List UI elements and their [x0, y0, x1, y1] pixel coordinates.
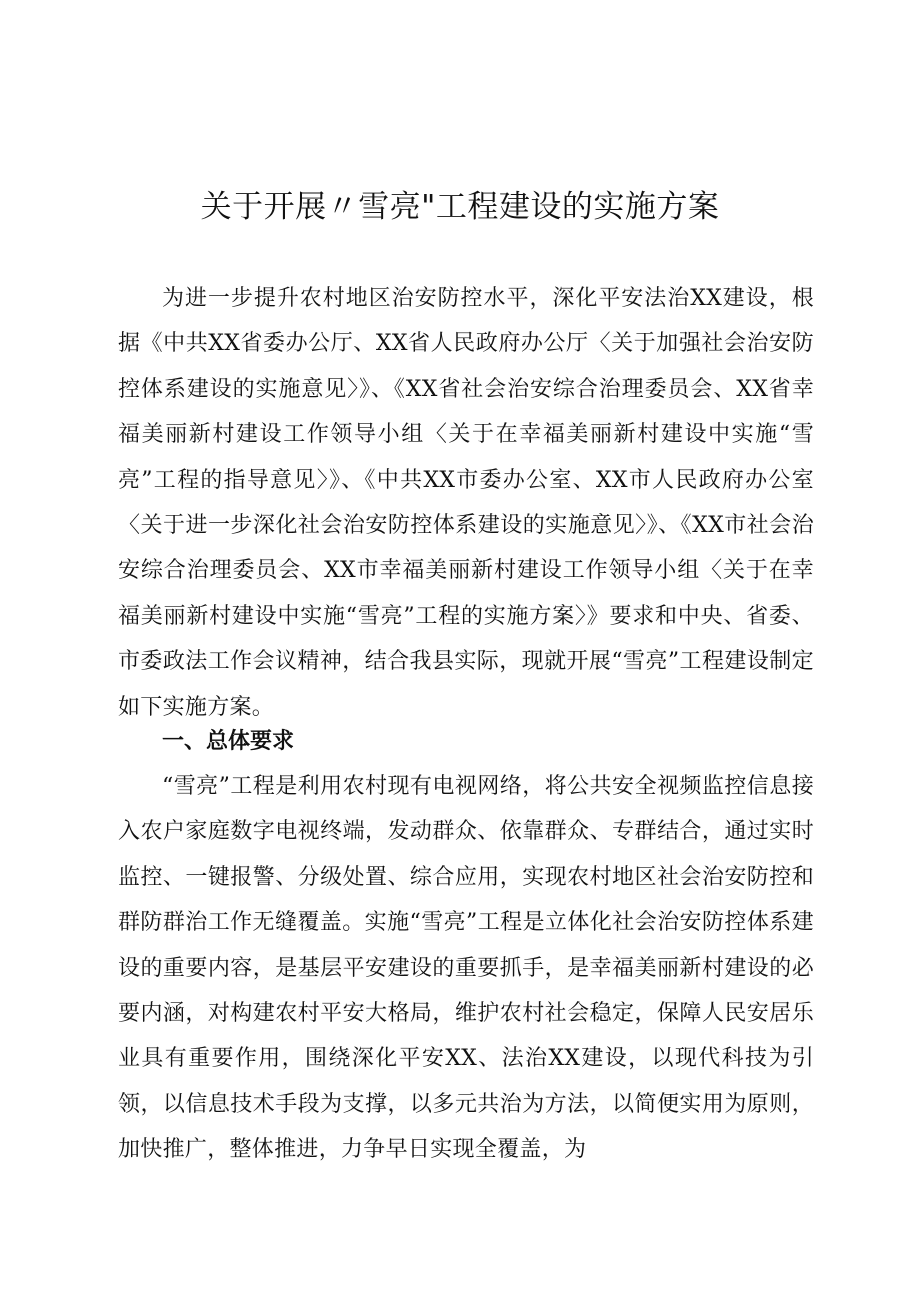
section-heading-general-requirements: 一、总体要求 — [162, 729, 295, 754]
general-requirements-paragraph: “雪亮”工程是利用农村现有电视网络，将公共安全视频监控信息接入农户家庭数字电视终端，发动群众、依靠群众、专群结合，通过实时监控、一键报警、分级处置、综合应用，实现农村地区社会治安防控和群防群治工作无缝覆盖。实施“雪亮”工程是立体化社会治安防控体系建设的重要内容，是基层平安建设的重要抓手，是幸福美丽新村建设的必要内涵，对构建农村平安大格局，维护农村社会稳定，保障人民安居乐业具有重要作用，围绕深化平安XX、法治XX建设，以现代科技为引领，以信息技术手段为支撑，以多元共治为方法，以简便实用为原则，加快推广，整体推进，力争早日实现全覆盖，为 — [118, 774, 814, 1163]
intro-paragraph: 为进一步提升农村地区治安防控水平，深化平安法治XX建设，根据《中共XX省委办公厅、XX省人民政府办公厅〈关于加强社会治安防控体系建设的实施意见〉》、《XX省社会治安综合治理委员会、XX省幸福美丽新村建设工作领导小组〈关于在幸福美丽新村建设中实施“雪亮”工程的指导意见〉》、《中共XX市委办公室、XX市人民政府办公室〈关于进一步深化社会治安防控体系建设的实施意见〉》、《XX市社会治安综合治理委员会、XX市幸福美丽新村建设工作领导小组〈关于在幸福美丽新村建设中实施“雪亮”工程的实施方案〉》要求和中央、省委、市委政法工作会议精神，结合我县实际，现就开展“雪亮”工程建设制定如下实施方案。 — [118, 286, 814, 720]
document-title: 关于开展〃雪亮"工程建设的实施方案 — [200, 189, 720, 225]
